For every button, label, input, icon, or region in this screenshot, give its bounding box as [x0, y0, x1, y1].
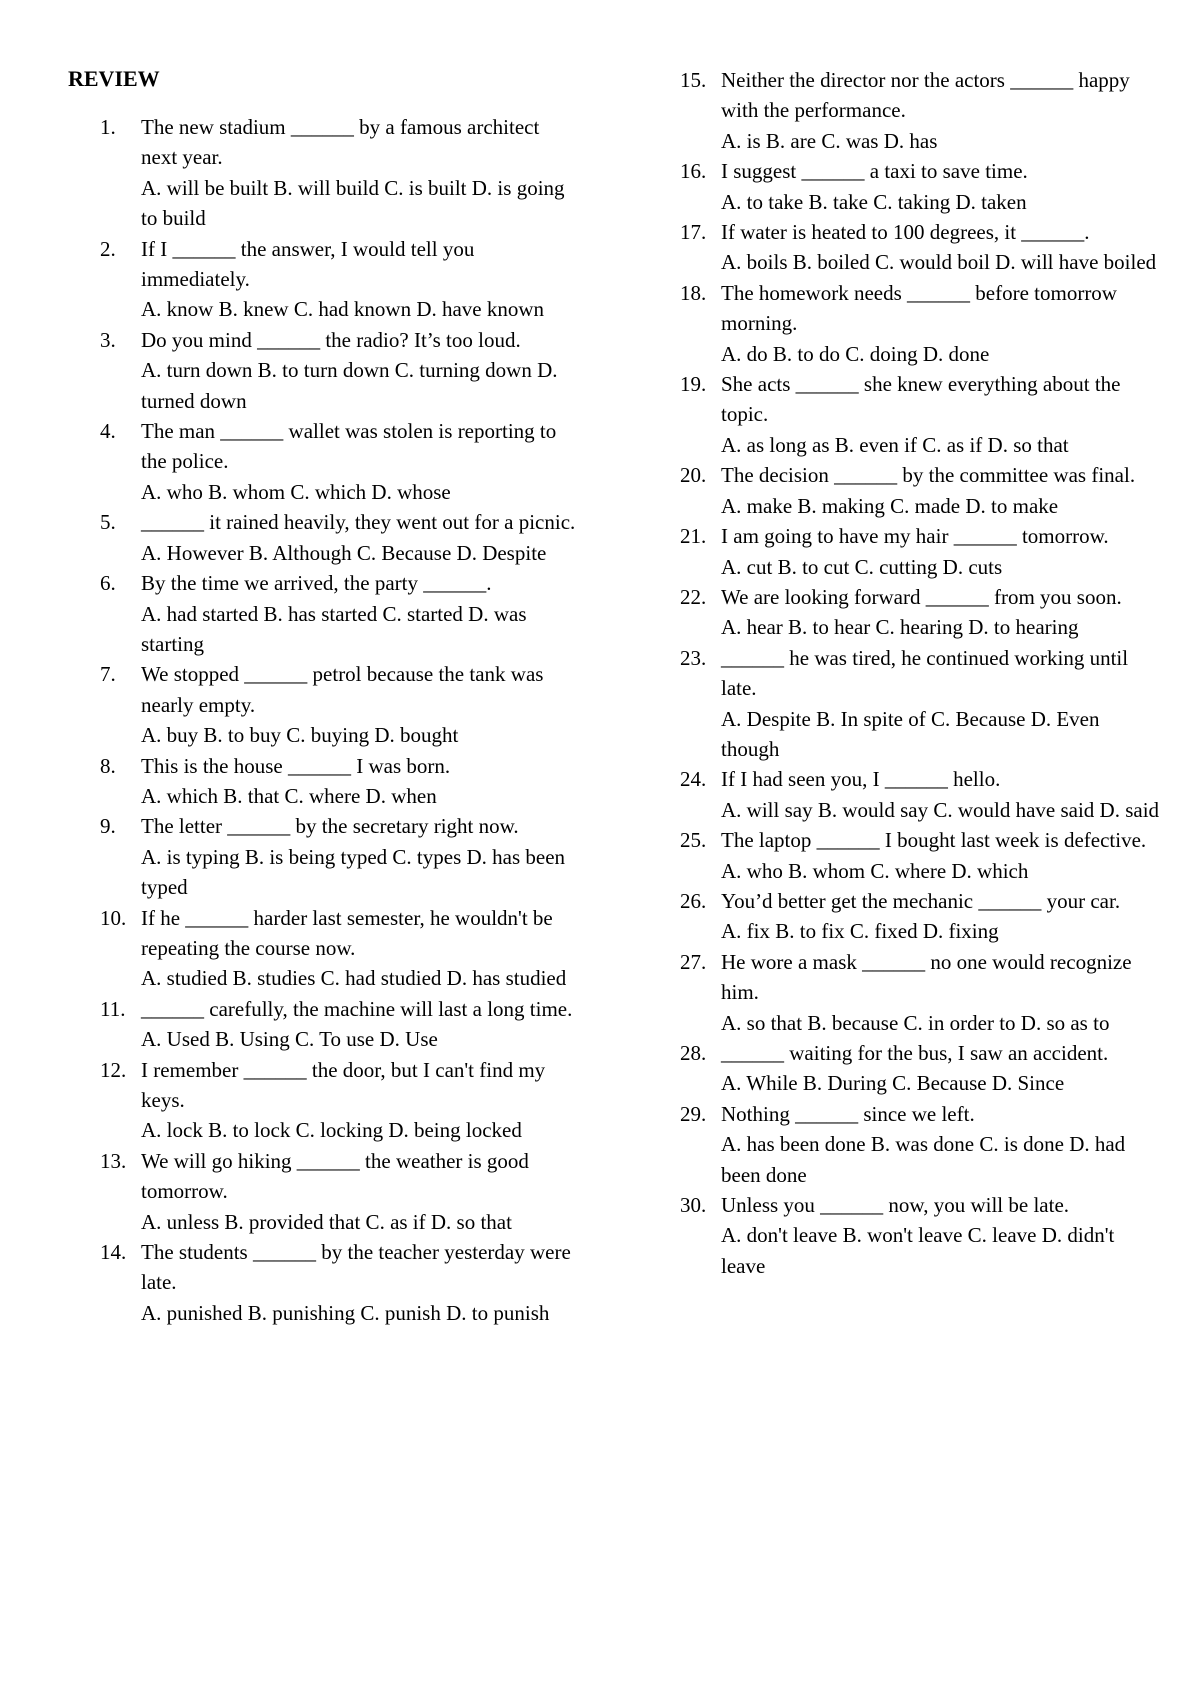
question-number: 11.	[100, 996, 126, 1021]
question-stem: ______ waiting for the bus, I saw an accident.	[721, 1041, 1109, 1065]
question-options: A. While B. During C. Because D. Since	[721, 1071, 1065, 1096]
question-number: 26.	[680, 888, 707, 913]
question-options: A. turn down B. to turn down C. turning down D. turned down	[141, 358, 558, 413]
question-item	[680, 65, 1160, 156]
question-stem: I am going to have my hair ______ tomorrow.	[721, 524, 1109, 549]
question-stem: The students ______ by the teacher yesterday were late.	[141, 1240, 571, 1295]
question-options: A. who B. whom C. where D. which	[721, 858, 1029, 883]
question-stem: The homework needs ______ before tomorrow morning.	[721, 280, 1117, 336]
question-stem: She acts ______ she knew everything about the topic.	[721, 372, 1121, 427]
question-stem: The laptop ______ I bought last week is defective.	[721, 828, 1147, 853]
question-item	[100, 234, 580, 325]
question-options: A. who B. whom C. which D. whose	[141, 479, 451, 504]
question-item	[680, 643, 1160, 765]
question-stem: If I ______ the answer, I would tell you immediately.	[141, 236, 475, 292]
question-item	[680, 369, 1160, 460]
question-item	[100, 659, 580, 750]
question-options: A. Used B. Using C. To use D. Use	[141, 1027, 438, 1052]
question-number: 8.	[100, 753, 116, 778]
question-options: A. is B. are C. was D. has	[721, 128, 938, 153]
page-title: REVIEW	[68, 66, 160, 91]
question-number: 23.	[680, 645, 707, 670]
question-options: A. which B. that C. where D. when	[141, 783, 437, 808]
question-item	[680, 460, 1160, 521]
question-number: 12.	[100, 1057, 127, 1082]
question-options: A. will be built B. will build C. is built D. is going to build	[141, 175, 565, 231]
question-number: 2.	[100, 236, 116, 261]
question-number: 27.	[680, 949, 707, 974]
question-item	[100, 325, 580, 416]
question-item	[680, 278, 1160, 369]
question-number: 7.	[100, 662, 116, 687]
question-number: 22.	[680, 584, 707, 609]
question-options: A. has been done B. was done C. is done D. had been done	[721, 1132, 1126, 1187]
question-item	[100, 1055, 580, 1146]
question-stem: This is the house ______ I was born.	[141, 753, 451, 778]
question-stem: I remember ______ the door, but I can't find my keys.	[141, 1057, 546, 1112]
question-item	[100, 1237, 580, 1328]
question-number: 13.	[100, 1148, 127, 1173]
question-item	[680, 217, 1160, 278]
question-stem: If water is heated to 100 degrees, it ______.	[721, 220, 1090, 245]
question-item	[680, 764, 1160, 825]
question-item	[680, 947, 1160, 1038]
question-options: A. know B. knew C. had known D. have known	[141, 297, 545, 322]
question-item	[100, 568, 580, 659]
question-number: 21.	[680, 524, 707, 549]
question-options: A. fix B. to fix C. fixed D. fixing	[721, 919, 999, 944]
question-options: A. hear B. to hear C. hearing D. to hearing	[721, 615, 1079, 640]
question-item	[680, 825, 1160, 886]
question-stem: Neither the director nor the actors ______ happy with the performance.	[721, 68, 1130, 123]
question-stem: If I had seen you, I ______ hello.	[721, 767, 1001, 792]
question-item	[100, 416, 580, 507]
question-item	[100, 811, 580, 902]
question-item	[100, 903, 580, 994]
question-number: 3.	[100, 327, 116, 352]
question-stem: Nothing ______ since we left.	[721, 1101, 975, 1126]
question-stem: I suggest ______ a taxi to save time.	[721, 159, 1028, 184]
question-stem: We stopped ______ petrol because the tank was nearly empty.	[141, 662, 544, 717]
question-number: 17.	[680, 220, 707, 245]
question-stem: ______ it rained heavily, they went out for a picnic.	[141, 510, 576, 535]
question-number: 1.	[100, 115, 116, 139]
question-options: A. studied B. studies C. had studied D. has studied	[141, 966, 567, 991]
question-number: 6.	[100, 571, 116, 596]
question-number: 5.	[100, 510, 116, 535]
question-number: 24.	[680, 767, 707, 792]
question-item	[100, 112, 580, 234]
question-item	[100, 507, 580, 568]
question-options: A. so that B. because C. in order to D. so as to	[721, 1010, 1110, 1035]
question-options: A. cut B. to cut C. cutting D. cuts	[721, 554, 1003, 579]
question-stem: We are looking forward ______ from you soon.	[721, 584, 1122, 609]
question-options: A. boils B. boiled C. would boil D. will have boiled	[721, 250, 1157, 275]
question-stem: The decision ______ by the committee was final.	[721, 463, 1136, 488]
question-item	[680, 1190, 1160, 1281]
question-number: 20.	[680, 463, 707, 488]
question-stem: By the time we arrived, the party ______.	[141, 571, 492, 596]
question-options: A. However B. Although C. Because D. Despite	[141, 540, 547, 565]
question-options: A. will say B. would say C. would have said D. said	[721, 797, 1160, 822]
question-options: A. do B. to do C. doing D. done	[721, 341, 990, 366]
question-item	[680, 521, 1160, 582]
question-stem: The letter ______ by the secretary right now.	[141, 814, 519, 839]
question-item	[680, 1038, 1160, 1099]
question-number: 16.	[680, 159, 707, 184]
question-options: A. punished B. punishing C. punish D. to punish	[141, 1300, 550, 1325]
question-number: 18.	[680, 280, 707, 305]
question-item	[680, 156, 1160, 217]
question-number: 25.	[680, 828, 707, 853]
question-stem: You’d better get the mechanic ______ your car.	[721, 888, 1121, 913]
question-number: 19.	[680, 372, 707, 397]
question-options: A. lock B. to lock C. locking D. being locked	[141, 1118, 522, 1143]
question-options: A. Despite B. In spite of C. Because D. Even though	[721, 706, 1100, 761]
question-stem: ______ carefully, the machine will last a long time.	[141, 996, 573, 1021]
question-stem: If he ______ harder last semester, he wouldn't be repeating the course now.	[141, 905, 553, 960]
question-item	[680, 886, 1160, 947]
question-number: 4.	[100, 419, 116, 444]
question-item	[680, 1099, 1160, 1190]
question-list-right	[680, 65, 1160, 1281]
question-list-left	[100, 112, 580, 1328]
question-item	[100, 1146, 580, 1237]
question-number: 15.	[680, 68, 707, 92]
question-stem: He wore a mask ______ no one would recognize him.	[721, 949, 1132, 1005]
question-options: A. as long as B. even if C. as if D. so that	[721, 432, 1069, 457]
question-stem: ______ he was tired, he continued working until late.	[721, 645, 1129, 701]
question-options: A. had started B. has started C. started D. was starting	[141, 601, 527, 656]
question-item	[100, 751, 580, 812]
question-number: 10.	[100, 905, 127, 930]
question-stem: The man ______ wallet was stolen is reporting to the police.	[141, 419, 557, 474]
question-number: 28.	[680, 1041, 707, 1065]
question-options: A. to take B. take C. taking D. taken	[721, 189, 1027, 214]
question-stem: Unless you ______ now, you will be late.	[721, 1193, 1070, 1218]
question-stem: We will go hiking ______ the weather is good tomorrow.	[141, 1148, 529, 1204]
question-item	[680, 582, 1160, 643]
question-options: A. buy B. to buy C. buying D. bought	[141, 723, 459, 748]
question-number: 14.	[100, 1240, 127, 1265]
question-options: A. is typing B. is being typed C. types D. has been typed	[141, 844, 566, 900]
question-number: 29.	[680, 1101, 707, 1126]
question-options: A. don't leave B. won't leave C. leave D. didn't leave	[721, 1223, 1115, 1278]
question-stem: The new stadium ______ by a famous architect next year.	[141, 115, 540, 170]
question-stem: Do you mind ______ the radio? It’s too loud.	[141, 327, 521, 352]
question-options: A. make B. making C. made D. to make	[721, 493, 1059, 518]
question-options: A. unless B. provided that C. as if D. so that	[141, 1209, 512, 1234]
question-number: 30.	[680, 1193, 707, 1218]
question-item	[100, 994, 580, 1055]
question-number: 9.	[100, 814, 116, 839]
